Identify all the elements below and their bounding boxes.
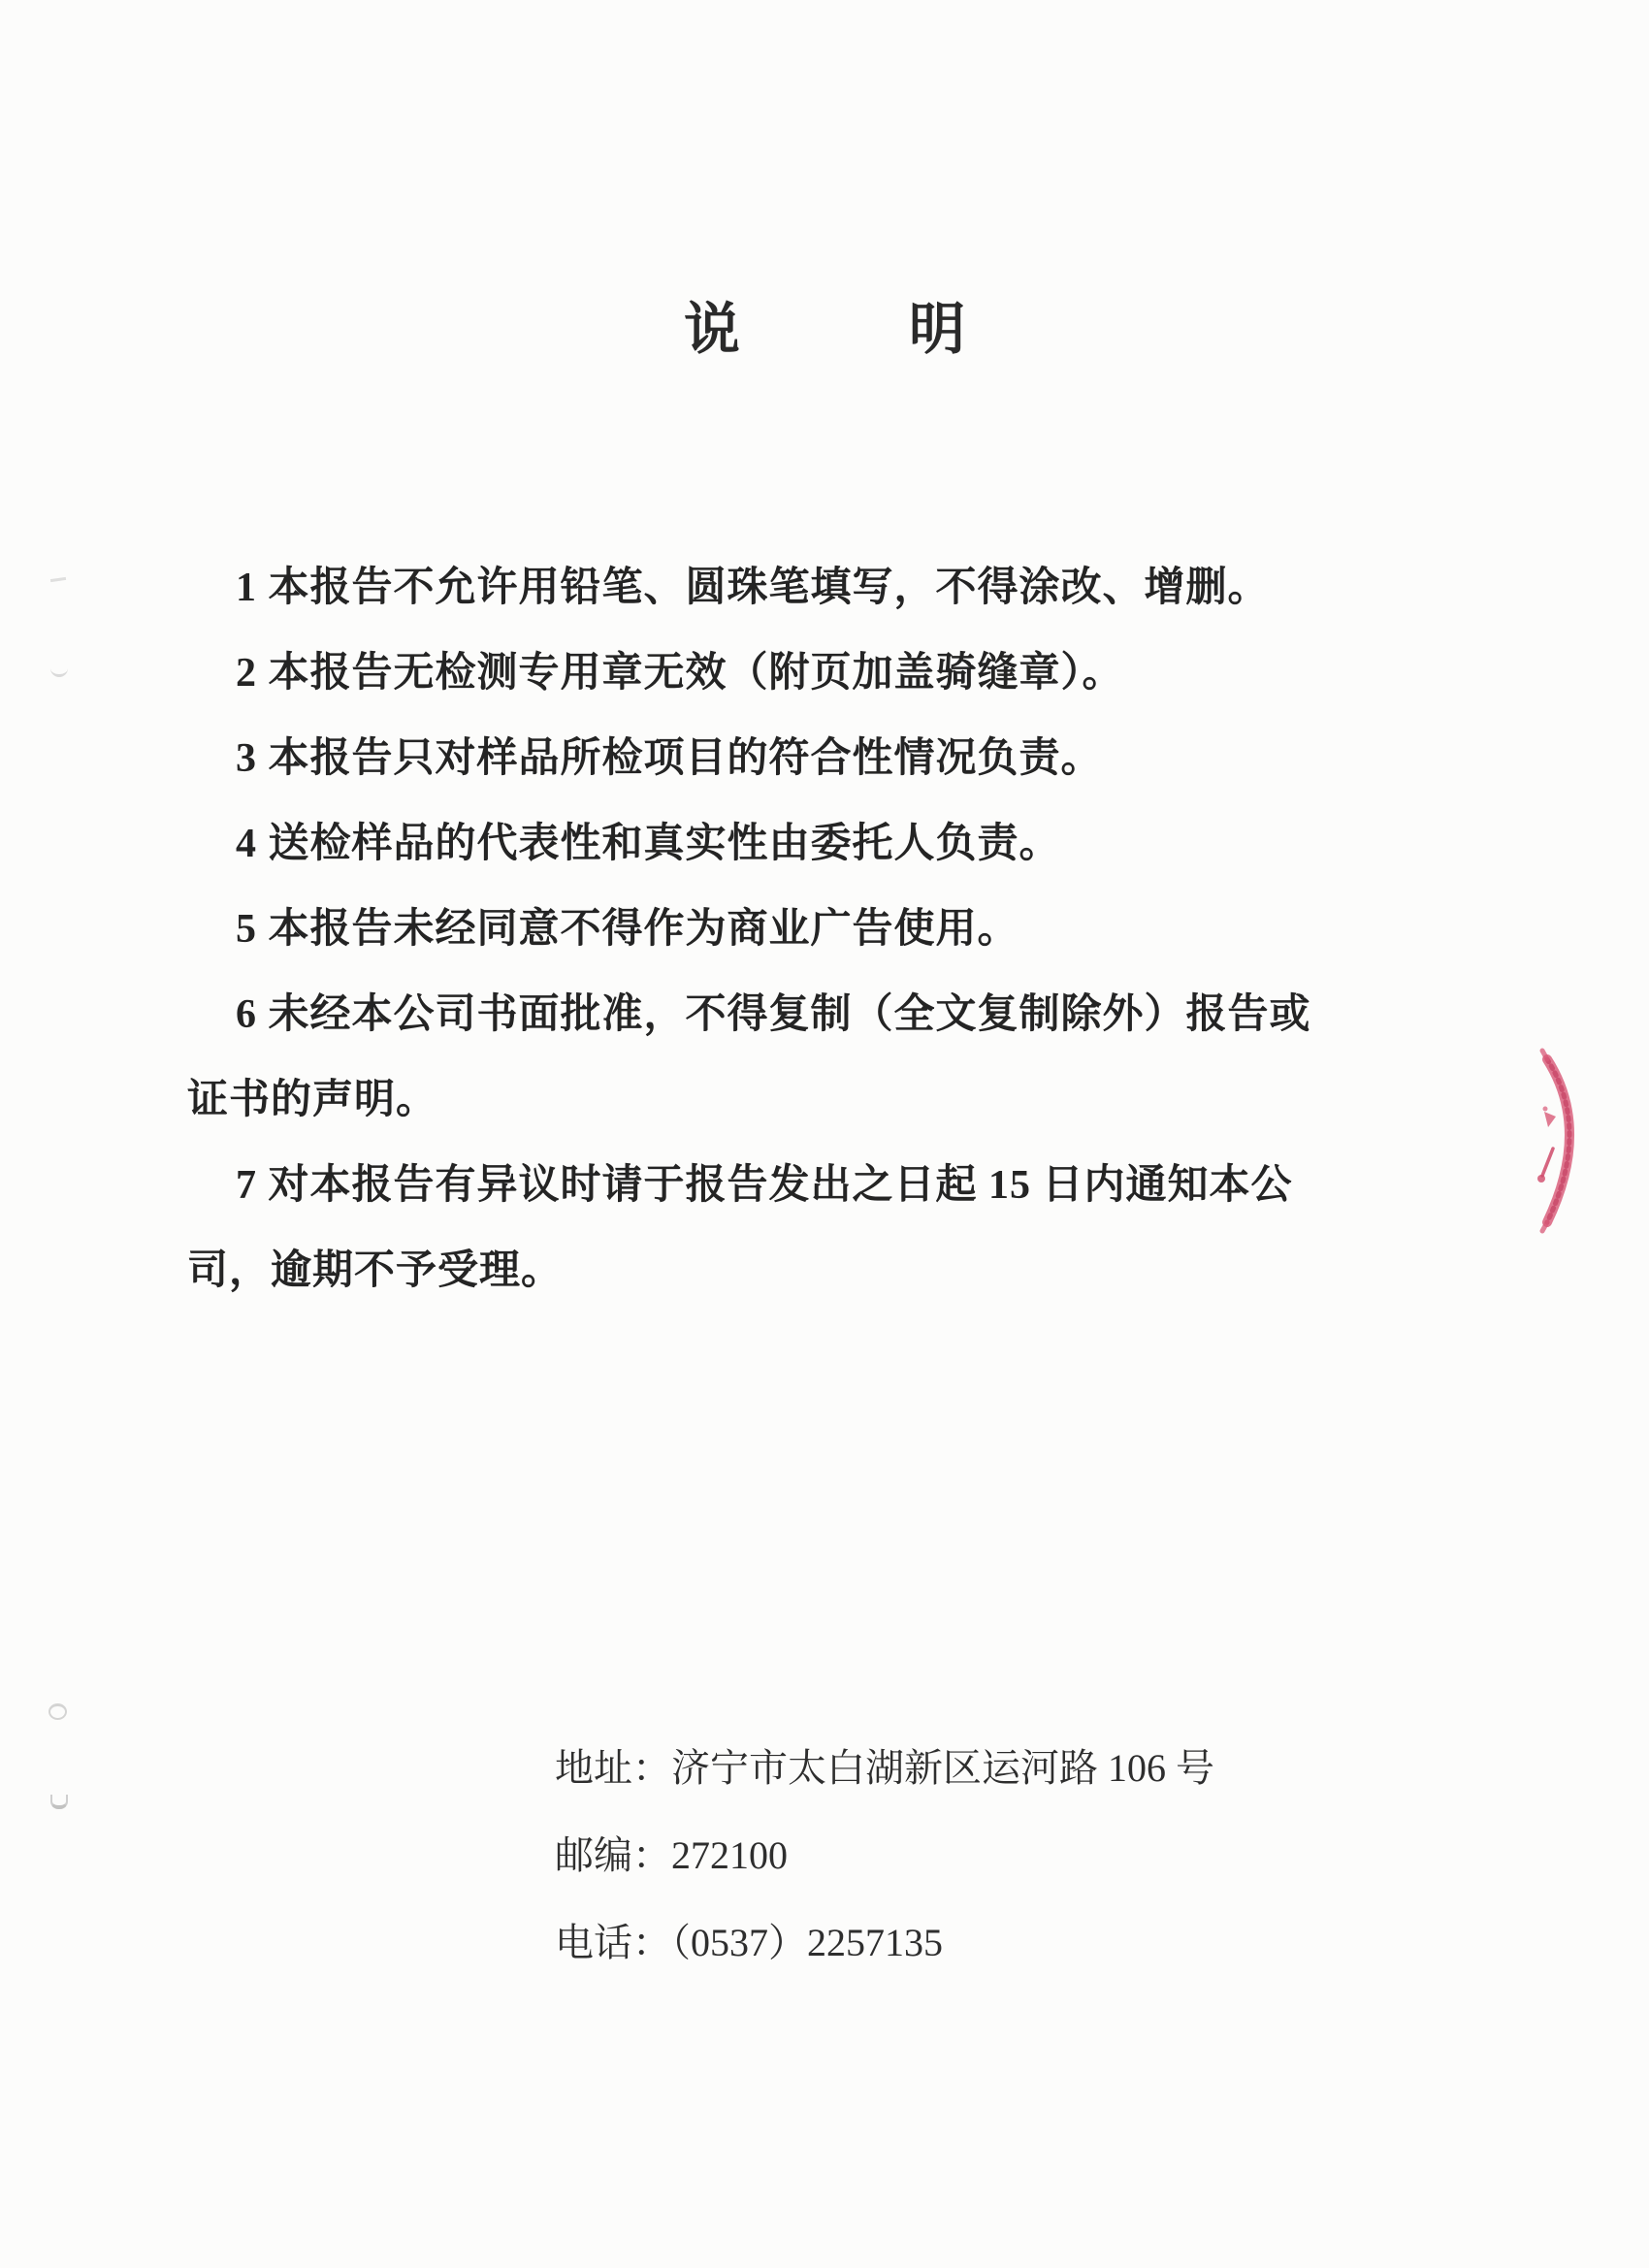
- scan-smudge: [48, 1703, 67, 1720]
- seal-stamp-edge-icon: [1494, 1028, 1649, 1261]
- scan-smudge: [50, 1795, 68, 1809]
- note-line-4: 4 送检样品的代表性和真实性由委托人负责。: [236, 822, 1061, 866]
- notes-section: [187, 545, 1506, 1313]
- note-line-7: 7 对本报告有异议时请于报告发出之日起 15 日内通知本公: [236, 1163, 1293, 1208]
- scan-smudge: [50, 664, 68, 677]
- note-line-1: 1 本报告不允许用铅笔、圆珠笔填写，不得涂改、增删。: [236, 566, 1270, 610]
- note-line-5: 5 本报告未经同意不得作为商业广告使用。: [236, 907, 1019, 952]
- note-line-6-continuation: 证书的声明。: [187, 1078, 438, 1122]
- note-line-7-continuation: 司，逾期不予受理。: [187, 1248, 564, 1293]
- note-line-2: 2 本报告无检测专用章无效（附页加盖骑缝章）。: [236, 651, 1124, 696]
- note-line-6: 6 未经本公司书面批准，不得复制（全文复制除外）报告或: [236, 992, 1311, 1037]
- contact-postcode: 邮编：272100: [555, 1833, 788, 1877]
- note-line-3: 3 本报告只对样品所检项目的符合性情况负责。: [236, 736, 1103, 781]
- scan-smudge: [50, 577, 66, 582]
- page-title: 说 明: [683, 298, 965, 361]
- contact-section: [555, 1725, 1214, 1987]
- contact-address: 地址：济宁市太白湖新区运河路 106 号: [555, 1746, 1214, 1790]
- contact-phone: 电话：（0537）2257135: [555, 1921, 943, 1964]
